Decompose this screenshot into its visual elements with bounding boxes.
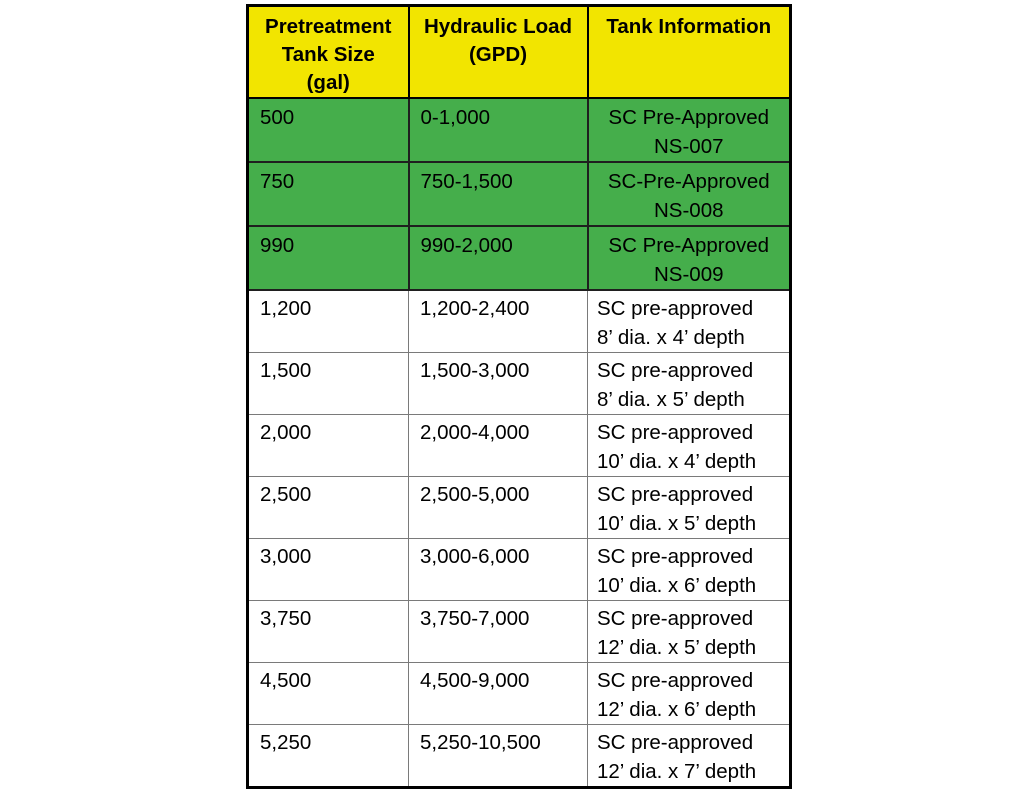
cell-hydraulic-load: 2,000-4,000: [409, 415, 588, 477]
cell-tank-information: [588, 98, 791, 162]
column-header-tank-size-line-2: Tank Size: [281, 43, 375, 66]
cell-tank-information: [588, 725, 791, 788]
table-row: [248, 98, 791, 162]
cell-tank-information-line-1: SC pre-approved: [597, 359, 754, 382]
cell-tank-information-line-2: 10’ dia. x 5’ depth: [597, 512, 757, 535]
cell-hydraulic-load: 2,500-5,000: [409, 477, 588, 539]
column-header-tank-size-line-1: Pretreatment: [265, 15, 392, 38]
table-row: [248, 477, 791, 539]
table-row: [248, 663, 791, 725]
column-header-tank-size-line-3: (gal): [306, 71, 350, 94]
cell-tank-information-line-2: 8’ dia. x 4’ depth: [597, 326, 745, 349]
cell-tank-information: [588, 477, 791, 539]
cell-tank-information: [588, 290, 791, 353]
cell-tank-size: 4,500: [248, 663, 409, 725]
cell-tank-information-line-1: SC pre-approved: [597, 607, 754, 630]
table-row: [248, 539, 791, 601]
cell-tank-size: 3,750: [248, 601, 409, 663]
table-row: [248, 162, 791, 226]
cell-tank-information: [588, 415, 791, 477]
table-row: [248, 601, 791, 663]
cell-tank-information-line-2: 10’ dia. x 6’ depth: [597, 574, 757, 597]
cell-hydraulic-load: 3,750-7,000: [409, 601, 588, 663]
column-header-hydraulic-load-line-2: (GPD): [468, 43, 528, 66]
cell-tank-information-line-1: SC pre-approved: [597, 421, 754, 444]
tank-sizing-table: [246, 4, 792, 789]
cell-tank-information-line-1: SC pre-approved: [597, 669, 754, 692]
table-row: [248, 226, 791, 290]
cell-tank-information: [588, 663, 791, 725]
cell-hydraulic-load: 3,000-6,000: [409, 539, 588, 601]
column-header-tank-size: [248, 6, 409, 99]
column-header-tank-information-line-1: Tank Information: [606, 15, 772, 38]
cell-tank-size: 2,000: [248, 415, 409, 477]
cell-hydraulic-load: 990-2,000: [409, 226, 588, 290]
cell-tank-information-line-1: SC Pre-Approved: [608, 106, 770, 129]
table-row: [248, 415, 791, 477]
cell-tank-information-line-2: NS-009: [653, 263, 724, 286]
cell-tank-size: 1,200: [248, 290, 409, 353]
cell-hydraulic-load: 1,200-2,400: [409, 290, 588, 353]
cell-tank-size: 5,250: [248, 725, 409, 788]
cell-tank-information-line-2: 12’ dia. x 6’ depth: [597, 698, 757, 721]
cell-tank-size: 1,500: [248, 353, 409, 415]
cell-hydraulic-load: 4,500-9,000: [409, 663, 588, 725]
tank-sizing-table-container: [246, 4, 792, 783]
cell-tank-information-line-2: 12’ dia. x 5’ depth: [597, 636, 757, 659]
table-header-row: [248, 6, 791, 99]
cell-tank-information: [588, 226, 791, 290]
cell-tank-information-line-2: NS-008: [653, 199, 724, 222]
cell-tank-information-line-2: NS-007: [653, 135, 724, 158]
cell-hydraulic-load: 0-1,000: [409, 98, 588, 162]
cell-tank-information-line-1: SC pre-approved: [597, 545, 754, 568]
cell-tank-size: 3,000: [248, 539, 409, 601]
cell-tank-size: 500: [248, 98, 409, 162]
cell-hydraulic-load: 1,500-3,000: [409, 353, 588, 415]
cell-tank-information: [588, 539, 791, 601]
cell-tank-size: 2,500: [248, 477, 409, 539]
table-body: [248, 98, 791, 788]
cell-tank-information: [588, 601, 791, 663]
cell-tank-information-line-1: SC pre-approved: [597, 297, 754, 320]
cell-tank-information-line-1: SC pre-approved: [597, 731, 754, 754]
column-header-hydraulic-load: [409, 6, 588, 99]
column-header-tank-information: [588, 6, 791, 99]
cell-tank-information: [588, 162, 791, 226]
cell-tank-information-line-1: SC-Pre-Approved: [607, 170, 770, 193]
cell-tank-information: [588, 353, 791, 415]
cell-tank-information-line-2: 12’ dia. x 7’ depth: [597, 760, 757, 783]
cell-tank-information-line-2: 8’ dia. x 5’ depth: [597, 388, 745, 411]
cell-tank-size: 990: [248, 226, 409, 290]
cell-tank-information-line-2: 10’ dia. x 4’ depth: [597, 450, 757, 473]
cell-hydraulic-load: 5,250-10,500: [409, 725, 588, 788]
column-header-hydraulic-load-line-1: Hydraulic Load: [423, 15, 573, 38]
cell-tank-information-line-1: SC pre-approved: [597, 483, 754, 506]
table-row: [248, 290, 791, 353]
cell-tank-information-line-1: SC Pre-Approved: [608, 234, 770, 257]
table-header: [248, 6, 791, 99]
table-row: [248, 725, 791, 788]
cell-hydraulic-load: 750-1,500: [409, 162, 588, 226]
cell-tank-size: 750: [248, 162, 409, 226]
table-row: [248, 353, 791, 415]
